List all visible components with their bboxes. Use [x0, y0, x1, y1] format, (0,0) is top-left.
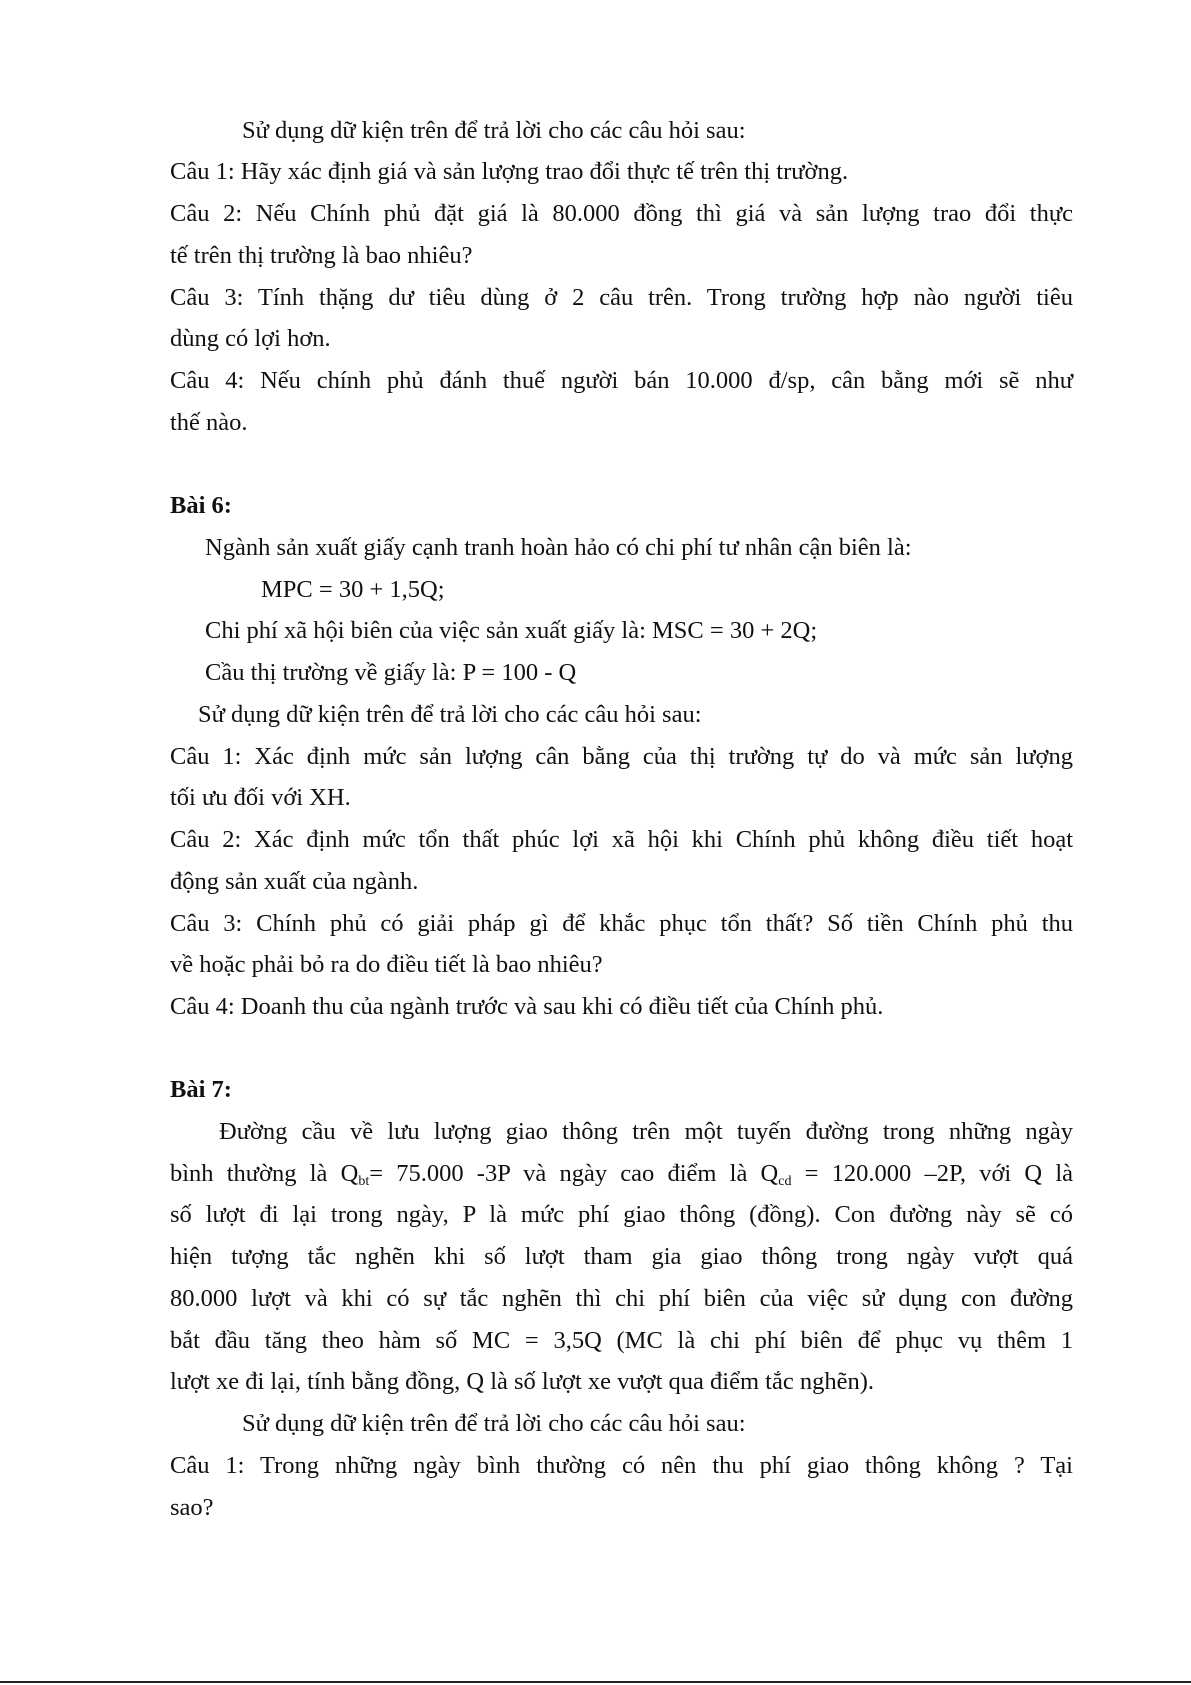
bai7-text-fragment: = 120.000 –2P, với Q là — [791, 1160, 1073, 1187]
subscript-cd: cd — [778, 1174, 792, 1189]
section5-question-3-line1: Câu 3: Tính thặng dư tiêu dùng ở 2 câu trên. Trong trường hợp nào người tiêu — [170, 284, 1073, 311]
bai6-questions-intro: Sử dụng dữ kiện trên để trả lời cho các câu hỏi sau: — [198, 701, 702, 728]
bai6-question-2-line2: động sản xuất của ngành. — [170, 868, 419, 895]
bai6-demand-equation: Cầu thị trường về giấy là: P = 100 - Q — [205, 659, 577, 686]
bai7-paragraph-line6: bắt đầu tăng theo hàm số MC = 3,5Q (MC là chi phí biên để phục vụ thêm 1 — [170, 1327, 1073, 1354]
section5-question-1: Câu 1: Hãy xác định giá và sản lượng trao đổi thực tế trên thị trường. — [170, 158, 849, 185]
bai7-paragraph-line2 — [170, 1159, 1073, 1197]
bai6-title: Bài 6: — [170, 492, 232, 519]
bai6-msc-equation: Chi phí xã hội biên của việc sản xuất giấy là: MSC = 30 + 2Q; — [205, 617, 818, 644]
bai6-mpc-equation: MPC = 30 + 1,5Q; — [261, 576, 445, 603]
page-bottom-rule — [0, 1681, 1191, 1683]
bai6-question-1-line2: tối ưu đối với XH. — [170, 784, 351, 811]
section5-question-4-line2: thế nào. — [170, 409, 248, 436]
bai7-paragraph-line3: số lượt đi lại trong ngày, P là mức phí giao thông (đồng). Con đường này sẽ có — [170, 1201, 1073, 1228]
bai6-question-1-line1: Câu 1: Xác định mức sản lượng cân bằng của thị trường tự do và mức sản lượng — [170, 743, 1073, 770]
section5-question-2-line2: tế trên thị trường là bao nhiêu? — [170, 242, 473, 269]
bai7-title: Bài 7: — [170, 1076, 232, 1103]
bai6-question-4: Câu 4: Doanh thu của ngành trước và sau khi có điều tiết của Chính phủ. — [170, 993, 884, 1020]
bai7-question-1-line2: sao? — [170, 1494, 214, 1521]
bai7-text-fragment: bình thường là Q — [170, 1160, 359, 1187]
bai7-text-fragment: = 75.000 -3P và ngày cao điểm là Q — [369, 1160, 779, 1187]
section5-question-4-line1: Câu 4: Nếu chính phủ đánh thuế người bán 10.000 đ/sp, cân bằng mới sẽ như — [170, 367, 1073, 394]
bai6-question-2-line1: Câu 2: Xác định mức tổn thất phúc lợi xã hội khi Chính phủ không điều tiết hoạt — [170, 826, 1073, 853]
section5-question-2-line1: Câu 2: Nếu Chính phủ đặt giá là 80.000 đồng thì giá và sản lượng trao đổi thực — [170, 200, 1073, 227]
section5-question-3-line2: dùng có lợi hơn. — [170, 325, 331, 352]
bai7-paragraph-line1: Đường cầu về lưu lượng giao thông trên một tuyến đường trong những ngày — [219, 1118, 1073, 1145]
bai6-intro-line: Ngành sản xuất giấy cạnh tranh hoàn hảo có chi phí tư nhân cận biên là: — [205, 534, 912, 561]
bai6-question-3-line2: về hoặc phải bỏ ra do điều tiết là bao nhiêu? — [170, 951, 603, 978]
bai6-question-3-line1: Câu 3: Chính phủ có giải pháp gì để khắc phục tổn thất? Số tiền Chính phủ thu — [170, 910, 1073, 937]
section5-intro: Sử dụng dữ kiện trên để trả lời cho các câu hỏi sau: — [242, 117, 746, 144]
subscript-bt: bt — [358, 1174, 370, 1189]
bai7-paragraph-line5: 80.000 lượt và khi có sự tắc nghẽn thì chi phí biên của việc sử dụng con đường — [170, 1285, 1073, 1312]
bai7-paragraph-line7: lượt xe đi lại, tính bằng đồng, Q là số lượt xe vượt qua điểm tắc nghẽn). — [170, 1368, 875, 1395]
bai7-question-1-line1: Câu 1: Trong những ngày bình thường có nên thu phí giao thông không ? Tại — [170, 1452, 1073, 1479]
bai7-questions-intro: Sử dụng dữ kiện trên để trả lời cho các câu hỏi sau: — [242, 1410, 746, 1437]
bai7-paragraph-line4: hiện tượng tắc nghẽn khi số lượt tham gia giao thông trong ngày vượt quá — [170, 1243, 1073, 1270]
